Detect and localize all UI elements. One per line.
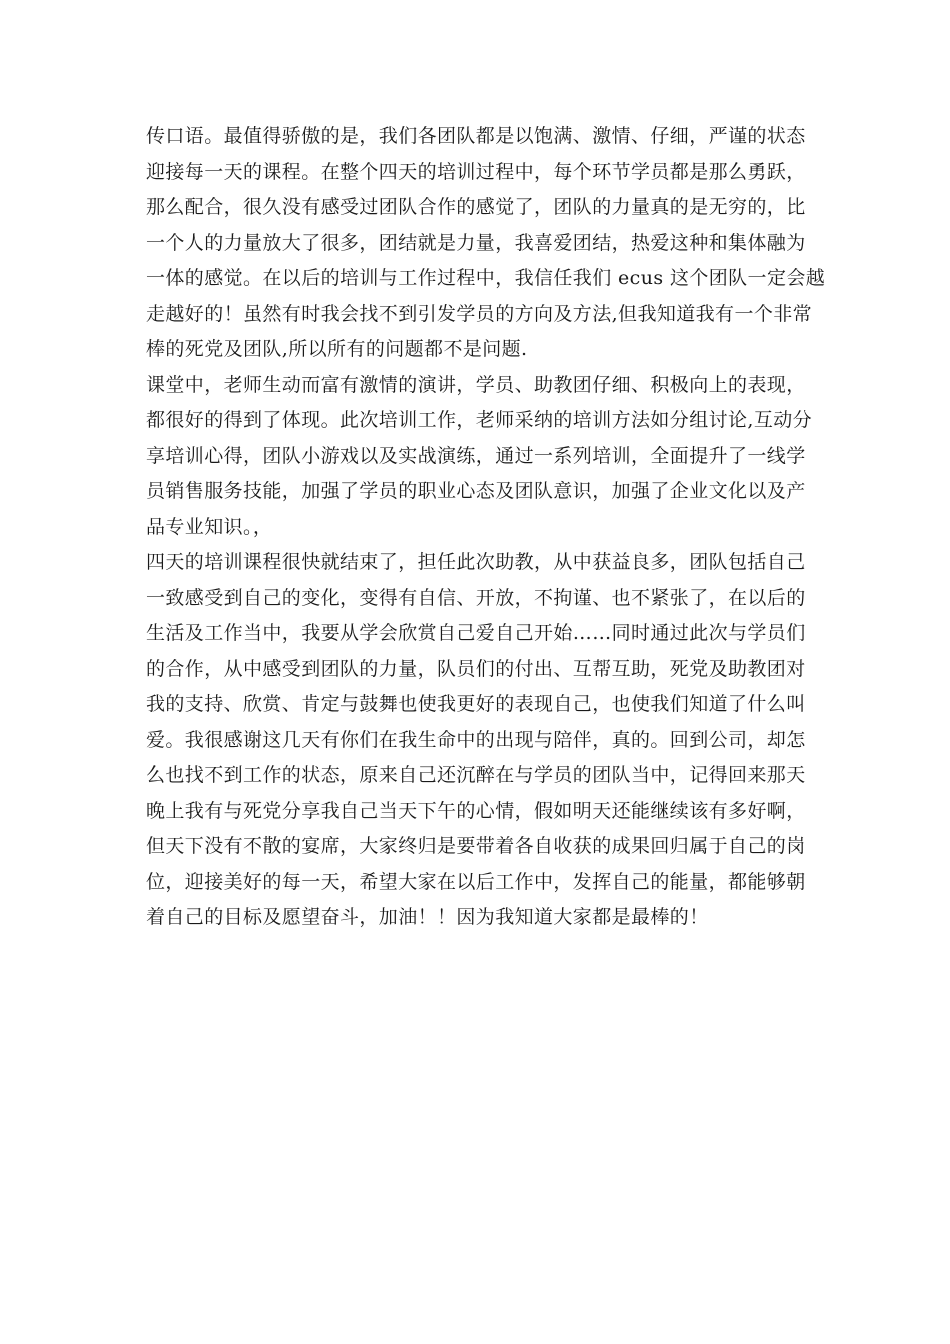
text-line: 棒的死党及团队,所以所有的问题都不是问题. xyxy=(146,338,528,360)
document-body xyxy=(146,119,826,936)
text-line: 四天的培训课程很快就结束了，担任此次助教，从中获益良多，团队包括自己 xyxy=(146,551,806,573)
text-line: 晚上我有与死党分享我自己当天下午的心情，假如明天还能继续该有多好啊， xyxy=(146,799,806,822)
text-line: 着自己的目标及愿望奋斗，加油！！因为我知道大家都是最棒的！ xyxy=(146,906,709,928)
text-line: 爱。我很感谢这几天有你们在我生命中的出现与陪伴，真的。回到公司，却怎 xyxy=(146,728,806,751)
text-line: 走越好的！虽然有时我会找不到引发学员的方向及方法,但我知道我有一个非常 xyxy=(146,302,813,325)
text-line: 但天下没有不散的宴席，大家终归是要带着各自收获的成果回归属于自己的岗 xyxy=(146,835,806,857)
text-line: 一致感受到自己的变化，变得有自信、开放，不拘谨、也不紧张了，在以后的 xyxy=(146,586,806,609)
text-line: 一体的感觉。在以后的培训与工作过程中，我信任我们 ecus 这个团队一定会越 xyxy=(146,267,826,289)
text-line: 一个人的力量放大了很多，团结就是力量，我喜爱团结，热爱这种和集体融为 xyxy=(146,231,806,254)
text-line: 品专业知识。， xyxy=(146,515,273,538)
text-line: 迎接每一天的课程。在整个四天的培训过程中，每个环节学员都是那么勇跃， xyxy=(146,160,806,183)
text-line: 传口语。最值得骄傲的是，我们各团队都是以饱满、激情、仔细，严谨的状态 xyxy=(146,125,806,147)
text-line: 的合作，从中感受到团队的力量，队员们的付出、互帮互助，死党及助教团对 xyxy=(146,657,806,680)
text-line: 生活及工作当中，我要从学会欣赏自己爱自己开始……同时通过此次与学员们 xyxy=(146,622,806,644)
text-line: 位，迎接美好的每一天，希望大家在以后工作中，发挥自己的能量，都能够朝 xyxy=(146,870,806,893)
text-line: 么也找不到工作的状态，原来自己还沉醉在与学员的团队当中，记得回来那天 xyxy=(146,764,806,786)
text-line: 员销售服务技能，加强了学员的职业心态及团队意识，加强了企业文化以及产 xyxy=(146,480,806,502)
text-line: 享培训心得，团队小游戏以及实战演练，通过一系列培训，全面提升了一线学 xyxy=(146,444,806,467)
text-line: 那么配合，很久没有感受过团队合作的感觉了，团队的力量真的是无穷的，比 xyxy=(146,196,806,218)
text-line: 课堂中，老师生动而富有激情的演讲，学员、助教团仔细、积极向上的表现， xyxy=(146,373,806,396)
text-line: 都很好的得到了体现。此次培训工作，老师采纳的培训方法如分组讨论,互动分 xyxy=(146,409,813,431)
text-line: 我的支持、欣赏、肯定与鼓舞也使我更好的表现自己，也使我们知道了什么叫 xyxy=(146,693,806,715)
